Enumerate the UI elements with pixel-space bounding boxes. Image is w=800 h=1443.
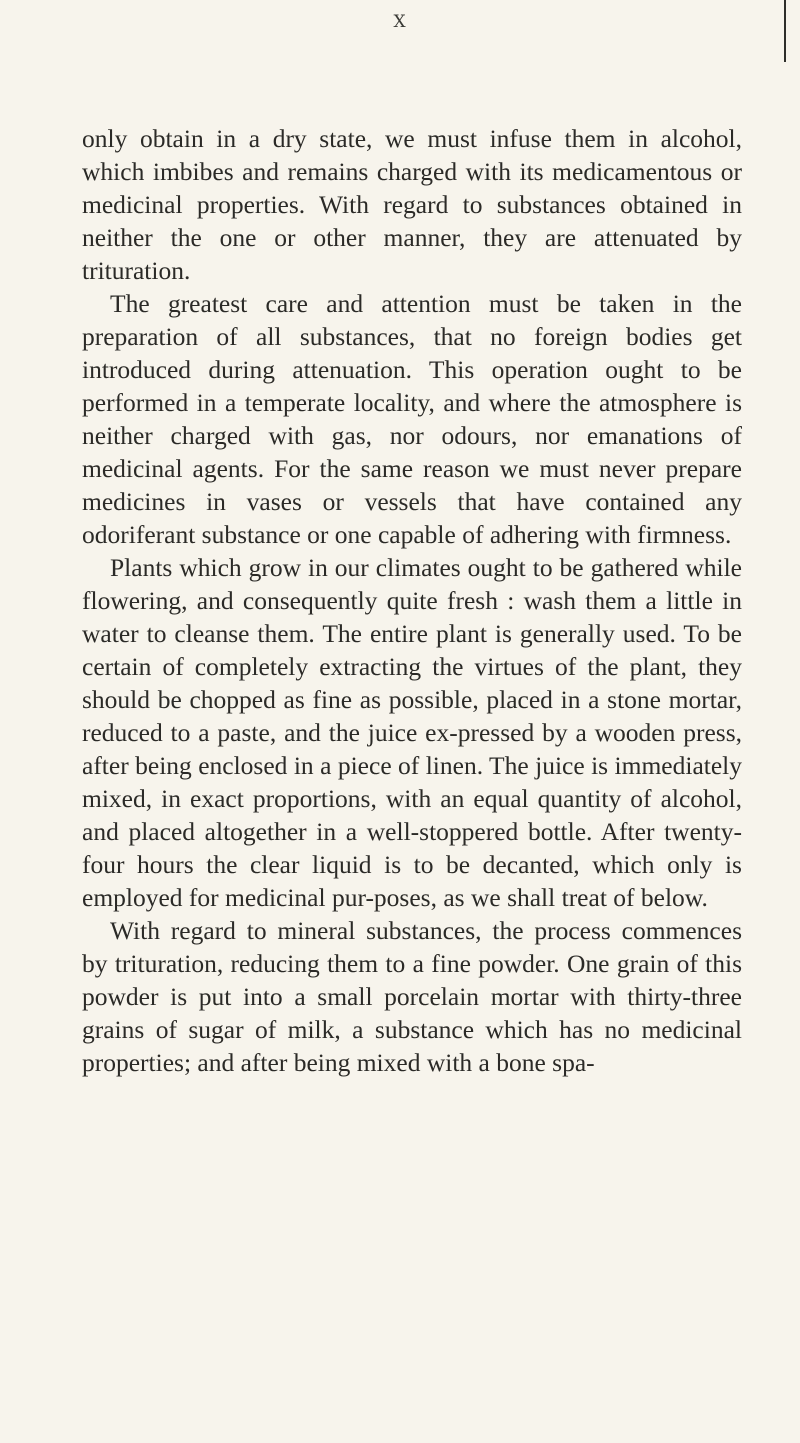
paragraph-4: With regard to mineral substances, the process commences by trituration, reducing them to a fine powder. One grain of this powder is put into a small porcelain mortar with thirty-three grains of sugar of milk, a substance which has no medicinal properties; and after being mixed with a bone spa-	[82, 916, 742, 1077]
paragraph-3: Plants which grow in our climates ought to be gathered while flowering, and consequently quite fresh : wash them a little in water to cleanse them. The entire plant is generally used. To be certain of completely extracting the virtues of the plant, they should be chopped as fine as possible, placed in a stone mortar, reduced to a paste, and the juice ex-pressed by a wooden press, after being enclosed in a piece of linen. The juice is immediately mixed, in exact proportions, with an equal quantity of alcohol, and placed altogether in a well-stoppered bottle. After twenty-four hours the clear liquid is to be decanted, which only is employed for medicinal pur-poses, as we shall treat of below.	[82, 553, 742, 912]
body-text	[82, 122, 742, 1079]
paragraph-1: only obtain in a dry state, we must infuse them in alcohol, which imbibes and remains charged with its medicamentous or medicinal properties. With regard to substances obtained in neither the one or other manner, they are attenuated by trituration.	[82, 124, 742, 285]
paragraph-2: The greatest care and attention must be taken in the preparation of all substances, that no foreign bodies get introduced during attenuation. This operation ought to be performed in a temperate locality, and where the atmosphere is neither charged with gas, nor odours, nor emanations of medicinal agents. For the same reason we must never prepare medicines in vases or vessels that have contained any odoriferant substance or one capable of adhering with firmness.	[82, 289, 742, 549]
page-number: X	[393, 12, 407, 32]
